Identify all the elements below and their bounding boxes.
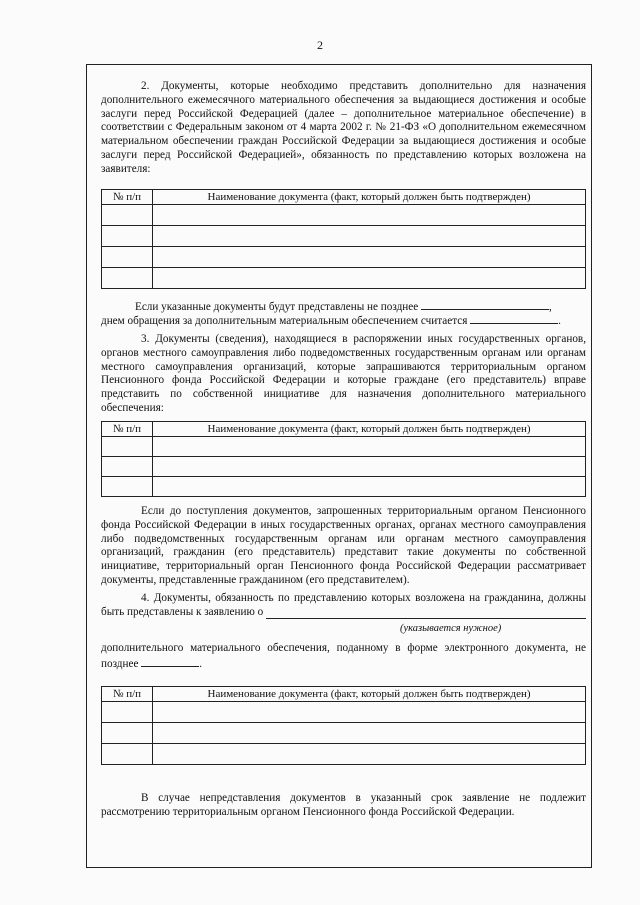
table-row — [102, 205, 586, 226]
table-cell[interactable] — [153, 205, 586, 226]
section4-text: 4. Документы, обязанность по представлению которых возложена на гражданина, должны быть представлены к заявлению о — [101, 592, 586, 618]
table-row — [102, 226, 586, 247]
table-row — [102, 702, 586, 723]
application-type-hint: (указывается нужное) — [400, 623, 502, 634]
table-cell[interactable] — [153, 437, 586, 457]
section4-table — [101, 686, 586, 765]
footer-paragraph: В случае непредставления документов в указанный срок заявление не подлежит рассмотрению территориальным органом Пенсионного фонда Российской Федерации. — [101, 792, 586, 818]
table-row — [102, 437, 586, 457]
table-cell[interactable] — [153, 723, 586, 744]
section4-cont-text: дополнительного материального обеспечения, поданному в форме электронного документа, не позднее — [101, 642, 586, 670]
table-cell[interactable] — [153, 744, 586, 765]
col-number-header: № п/п — [102, 422, 153, 437]
section3-note: Если до поступления документов, запрошенных территориальным органом Пенсионного фонда Российской Федерации в иных государственных органах, органах местного самоуправления либо подведомственных государственным органам или органам местного самоуправления организаций, гражданин (его представитель) представит такие документы по собственной инициативе, территориальный орган Пенсионного фонда Российской Федерации рассматривает документы, представленные гражданином (его представителем). — [101, 505, 586, 586]
table-row — [102, 477, 586, 497]
table-cell[interactable] — [102, 226, 153, 247]
table-header-row — [102, 190, 586, 205]
deadline-text-2: днем обращения за дополнительным материальным обеспечением считается — [101, 315, 468, 327]
table-cell[interactable] — [102, 744, 153, 765]
table-row — [102, 744, 586, 765]
col-number-header: № п/п — [102, 190, 153, 205]
table-row — [102, 268, 586, 289]
table-header-row — [102, 422, 586, 437]
section3-paragraph: 3. Документы (сведения), находящиеся в распоряжении иных государственных органов, органов местного самоуправления либо подведомственных государственным органам или органам местного самоуправления организаций, которые запрашиваются территориальным органом Пенсионного фонда Российской Федерации и которые граждане (его представитель) вправе представить по собственной инициативе для назначения дополнительного материального обеспечения: — [101, 333, 586, 414]
table-header-row — [102, 687, 586, 702]
deadline-line-2: днем обращения за дополнительным материальным обеспечением считается . — [101, 315, 561, 327]
table-cell[interactable] — [102, 205, 153, 226]
col-document-header: Наименование документа (факт, который должен быть подтвержден) — [153, 422, 586, 437]
section3-table — [101, 421, 586, 497]
col-document-header: Наименование документа (факт, который должен быть подтвержден) — [153, 190, 586, 205]
application-date-field[interactable] — [470, 313, 558, 324]
table-cell[interactable] — [102, 477, 153, 497]
deadline-line-1: Если указанные документы будут представлены не позднее , — [135, 301, 552, 313]
table-cell[interactable] — [153, 702, 586, 723]
section2-paragraph: 2. Документы, которые необходимо представить дополнительно для назначения дополнительного ежемесячного материального обеспечения за выдающиеся достижения и особые заслуги перед Российской Федерацией (далее – дополнительное материальное обеспечение) в соответствии с Федеральным законом от 4 марта 2002 г. № 21-ФЗ «О дополнительном ежемесячном материальном обеспечении граждан Российской Федерации за выдающиеся достижения и особые заслуги перед Российской Федерацией», обязанность по представлению которых возложена на заявителя: — [101, 80, 586, 175]
col-number-header: № п/п — [102, 687, 153, 702]
table-cell[interactable] — [153, 247, 586, 268]
table-row — [102, 457, 586, 477]
deadline-text-1: Если указанные документы будут представлены не позднее — [135, 301, 419, 313]
table-cell[interactable] — [153, 268, 586, 289]
table-cell[interactable] — [102, 457, 153, 477]
section4-paragraph — [101, 592, 586, 620]
table-cell[interactable] — [102, 268, 153, 289]
col-document-header: Наименование документа (факт, который должен быть подтвержден) — [153, 687, 586, 702]
deadline-date-field[interactable] — [421, 299, 549, 310]
application-type-field[interactable] — [266, 618, 586, 619]
table-cell[interactable] — [153, 477, 586, 497]
table-row — [102, 247, 586, 268]
table-cell[interactable] — [153, 457, 586, 477]
table-cell[interactable] — [102, 702, 153, 723]
section4-continuation: дополнительного материального обеспечения, поданному в форме электронного документа, не позднее . — [101, 642, 586, 670]
table-row — [102, 723, 586, 744]
submission-deadline-field[interactable] — [141, 656, 199, 667]
table-cell[interactable] — [102, 723, 153, 744]
table-cell[interactable] — [153, 226, 586, 247]
section2-table — [101, 189, 586, 289]
table-cell[interactable] — [102, 247, 153, 268]
table-cell[interactable] — [102, 437, 153, 457]
page-number: 2 — [317, 38, 323, 52]
